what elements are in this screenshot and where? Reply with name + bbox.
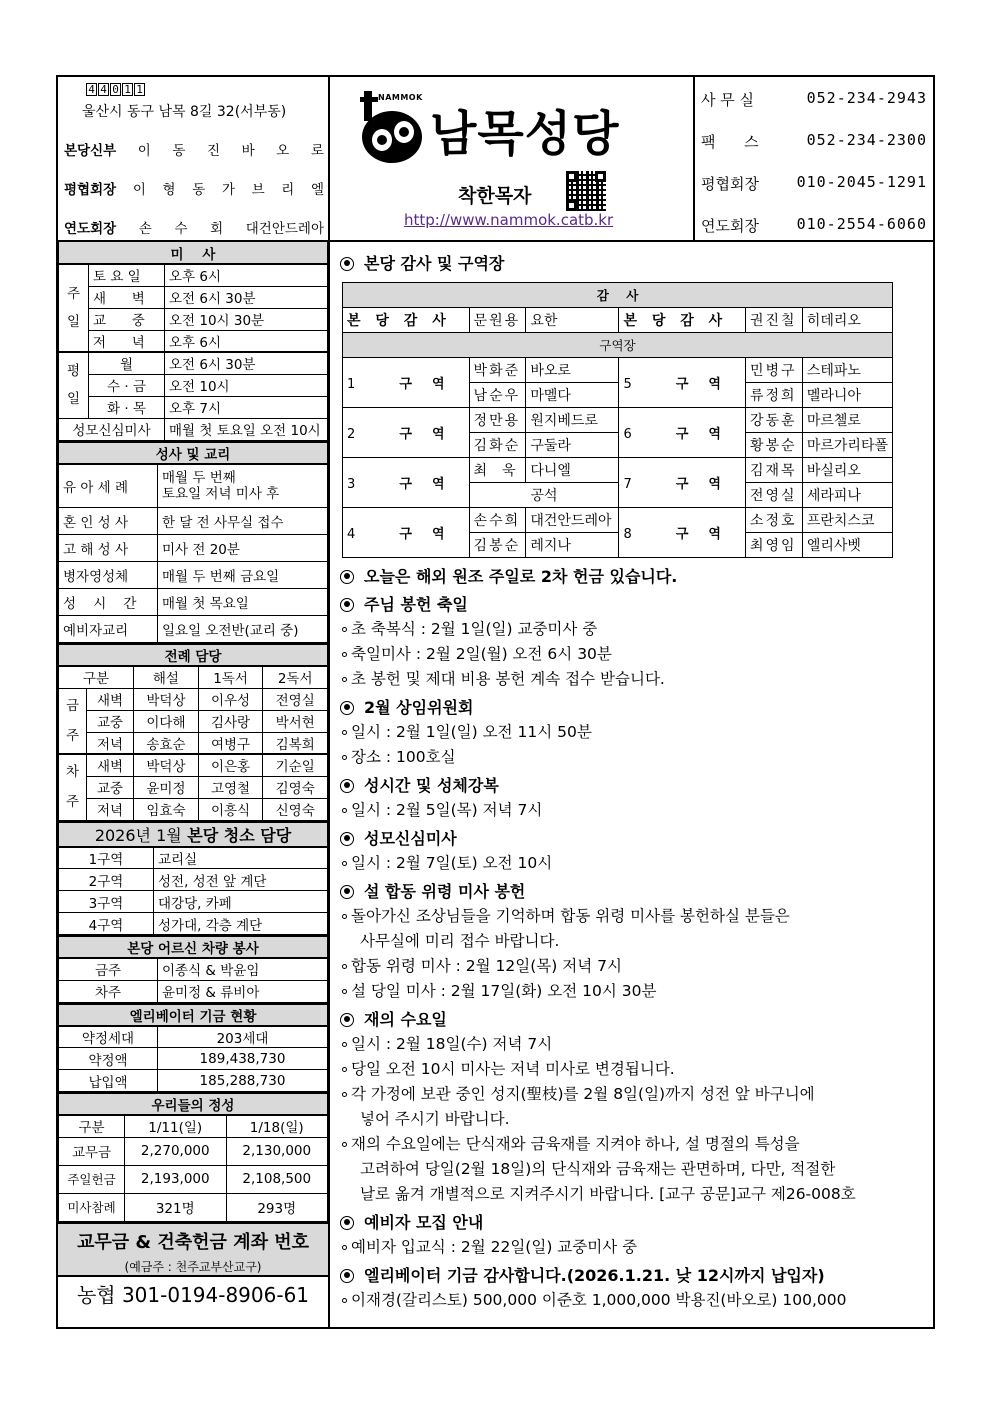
section-title: 미 사	[59, 242, 328, 264]
next-week-label: 차 주	[59, 754, 87, 820]
notice-item: 설 당일 미사 : 2월 17일(화) 오전 10시 30분	[330, 979, 933, 1004]
liturgy-cell: 저녁	[87, 732, 134, 754]
district-label: 3 구역	[343, 458, 470, 508]
section-title: 2026년 1월 본당 청소 담당	[59, 822, 328, 847]
circle-bullet-icon	[342, 652, 347, 657]
mass-day: 교 중	[89, 308, 165, 330]
liturgy-cell: 김복희	[263, 732, 328, 754]
circle-bullet-icon	[342, 1067, 347, 1072]
notice-item: 일시 : 2월 7일(토) 오전 10시	[330, 851, 933, 876]
circle-bullet-icon	[342, 1092, 347, 1097]
sacraments-table	[58, 441, 328, 644]
liturgy-cell: 고영철	[198, 776, 263, 798]
sacrament-value: 일요일 오전반(교리 중)	[158, 616, 328, 643]
circle-bullet-icon	[342, 989, 347, 994]
name-char: 이	[132, 182, 146, 198]
pastor-row	[64, 139, 324, 159]
liturgy-cell: 박덕상	[134, 688, 199, 710]
contact-label: 사 무 실	[701, 91, 755, 109]
column-header: 1/18(일)	[226, 1115, 328, 1137]
mass-time: 오후 6시	[165, 264, 328, 286]
notice-item: 돌아가신 조상님들을 기억하며 합동 위령 미사를 봉헌하실 분들은	[330, 904, 933, 929]
church-name: 남목성당	[430, 106, 620, 162]
liturgy-cell: 송효순	[134, 732, 199, 754]
circle-bullet-icon	[342, 627, 347, 632]
name-char: 로	[310, 143, 324, 159]
leader-name: 김재목	[746, 458, 803, 483]
name-char: 오	[276, 143, 290, 159]
sunday-label: 주 일	[59, 264, 89, 352]
mass-day: 새 벽	[89, 286, 165, 308]
notice-item: 장소 : 100호실	[330, 745, 933, 770]
website-link[interactable]: http://www.nammok.catb.kr	[404, 211, 614, 229]
sacrament-value: 미사 전 20분	[158, 535, 328, 562]
leader-baptismal: 프란치스코	[802, 508, 892, 533]
radio-bullet-icon	[340, 1013, 354, 1027]
name-char: 동	[192, 182, 206, 198]
leader-baptismal: 대건안드레아	[526, 508, 619, 533]
notice-item: 당일 오전 10시 미사는 저녁 미사로 변경됩니다.	[330, 1057, 933, 1082]
vacant-cell: 공석	[469, 483, 619, 508]
mass-time: 오전 6시 30분	[165, 286, 328, 308]
header-address-block	[58, 77, 330, 240]
liturgy-cell: 박서현	[263, 710, 328, 732]
contact-number: 052-234-2943	[806, 89, 927, 107]
sacrament-label: 병자영성체	[59, 562, 158, 589]
liturgy-cell: 여병구	[198, 732, 263, 754]
sacrament-label: 예비자교리	[59, 616, 158, 643]
liturgy-cell: 전영실	[263, 688, 328, 710]
account-number: 농협 301-0194-8906-61	[76, 1282, 310, 1307]
elevator-fund-table	[58, 1003, 328, 1093]
notice-title: 2월 상임위원회	[330, 695, 933, 720]
leader-baptismal: 마르첼로	[802, 408, 892, 433]
leader-name: 강동훈	[746, 408, 803, 433]
offering-value: 2,130,000	[226, 1137, 328, 1165]
notices	[330, 564, 933, 1313]
offering-value: 2,108,500	[226, 1165, 328, 1193]
notice-item: 재의 수요일에는 단식재와 금육재를 지켜야 하나, 설 명절의 특성을	[330, 1132, 933, 1157]
district-label: 7 구역	[619, 458, 746, 508]
zip-digit: 4	[98, 83, 109, 96]
account-holder: (예금주 : 천주교부산교구)	[124, 1259, 262, 1274]
sacrament-value: 매월 두 번째 금요일	[158, 562, 328, 589]
church-logo	[360, 87, 680, 167]
fund-value: 189,438,730	[158, 1048, 328, 1070]
logo-emblem-icon	[362, 111, 422, 163]
circle-bullet-icon	[342, 1042, 347, 1047]
notice-item: 각 가정에 보관 중인 성지(聖枝)를 2월 8일(일)까지 성전 앞 바구니에	[330, 1082, 933, 1107]
sacrament-label: 성 시 간	[59, 589, 158, 616]
volunteer-names: 이종식 & 박윤임	[158, 958, 328, 980]
zone-place: 대강당, 카페	[154, 891, 328, 913]
zone-label: 2구역	[59, 869, 154, 891]
name-char: 형	[162, 182, 176, 198]
district-label: 1 구역	[343, 358, 470, 408]
contact-label: 연도회장	[701, 217, 759, 235]
zip-digit: 4	[86, 83, 97, 96]
leader-name: 최영임	[746, 533, 803, 558]
offerings-table	[58, 1092, 328, 1222]
notice-item: 예비자 입교식 : 2월 22일(일) 교중미사 중	[330, 1235, 933, 1260]
notice-title: 재의 수요일	[330, 1007, 933, 1032]
notice-title: 엘리베이터 기금 감사합니다.(2026.1.21. 낮 12시까지 납입자)	[330, 1263, 933, 1288]
circle-bullet-icon	[342, 1245, 347, 1250]
leader-name: 남순우	[469, 383, 526, 408]
notice-title: 주님 봉헌 축일	[330, 592, 933, 617]
name-char: 회	[210, 221, 224, 237]
name-char: 수	[174, 221, 188, 237]
leader-name: 손수희	[469, 508, 526, 533]
qr-code-icon[interactable]	[566, 171, 606, 211]
notice-item-continued: 넣어 주시기 바랍니다.	[360, 1110, 510, 1128]
name-char: 리	[281, 182, 295, 198]
contact-number: 052-234-2300	[806, 131, 927, 149]
radio-bullet-icon	[340, 598, 354, 612]
liturgy-cell: 새벽	[87, 688, 134, 710]
zone-label: 3구역	[59, 891, 154, 913]
liturgy-cell: 교중	[87, 776, 134, 798]
column-header: 해설	[134, 666, 199, 688]
circle-bullet-icon	[342, 755, 347, 760]
vehicle-service-table	[58, 935, 328, 1003]
leader-name: 민병구	[746, 358, 803, 383]
left-column	[58, 242, 330, 1329]
zone-place: 교리실	[154, 847, 328, 869]
notice-item: 초 봉헌 및 제대 비용 봉헌 계속 접수 받습니다.	[330, 667, 933, 692]
name-char: 엘	[310, 182, 324, 198]
liturgy-cell: 신영숙	[263, 798, 328, 820]
liturgy-cell: 새벽	[87, 754, 134, 776]
auditor-name: 권진칠	[746, 308, 803, 333]
zip-digit: 1	[122, 83, 133, 96]
leader-baptismal: 바실리오	[802, 458, 892, 483]
section-title: 우리들의 정성	[59, 1093, 328, 1115]
liturgy-cell: 김영숙	[263, 776, 328, 798]
notice-item: 일시 : 2월 1일(일) 오전 11시 50분	[330, 720, 933, 745]
offering-label: 주일헌금	[59, 1165, 125, 1193]
mass-time: 오전 10시	[165, 374, 328, 396]
auditor-role: 본 당 감 사	[343, 308, 470, 333]
contact-number: 010-2045-1291	[796, 173, 927, 191]
column-header: 구분	[59, 1115, 125, 1137]
circle-bullet-icon	[342, 964, 347, 969]
volunteer-names: 윤미정 & 류비아	[158, 980, 328, 1002]
liturgy-cell: 기순일	[263, 754, 328, 776]
leader-name: 김화순	[469, 433, 526, 458]
sacrament-value: 매월 첫 목요일	[158, 589, 328, 616]
bulletin-page	[56, 75, 935, 1329]
offering-value: 321명	[125, 1193, 227, 1221]
leader-name: 전영실	[746, 483, 803, 508]
name-char: 바	[241, 143, 255, 159]
auditor-name: 문원용	[469, 308, 526, 333]
district-label: 5 구역	[619, 358, 746, 408]
radio-bullet-icon	[340, 1216, 354, 1230]
contact-council	[701, 173, 927, 194]
radio-bullet-icon	[340, 779, 354, 793]
mass-time: 오전 10시 30분	[165, 308, 328, 330]
contact-label: 팩 스	[701, 133, 759, 151]
leader-baptismal: 스테파노	[802, 358, 892, 383]
account-box	[58, 1222, 328, 1277]
this-week-label: 금 주	[59, 688, 87, 754]
marian-mass-label: 성모신심미사	[59, 418, 165, 440]
mass-time: 오후 6시	[165, 330, 328, 352]
liturgy-cell: 임효숙	[134, 798, 199, 820]
column-header: 1/11(일)	[125, 1115, 227, 1137]
liturgy-cell: 교중	[87, 710, 134, 732]
leader-name: 박화준	[469, 358, 526, 383]
right-column	[330, 242, 933, 1329]
section-title: 엘리베이터 기금 현황	[59, 1004, 328, 1026]
header	[58, 77, 933, 242]
mass-schedule-table	[58, 242, 328, 441]
leader-baptismal: 구둘라	[526, 433, 619, 458]
leader-baptismal: 다니엘	[526, 458, 619, 483]
name-char: 이	[137, 143, 151, 159]
leader-name: 소정호	[746, 508, 803, 533]
liturgy-cell: 김사랑	[198, 710, 263, 732]
liturgy-cell: 이은홍	[198, 754, 263, 776]
circle-bullet-icon	[342, 1142, 347, 1147]
liturgy-cell: 이흥식	[198, 798, 263, 820]
week-label: 금주	[59, 958, 158, 980]
sacrament-label: 유 아 세 례	[59, 464, 158, 508]
logo-wordmark: NAMMOK	[378, 93, 423, 102]
radio-bullet-icon	[340, 701, 354, 715]
district-label: 6 구역	[619, 408, 746, 458]
column-header: 구분	[59, 666, 134, 688]
district-label: 4 구역	[343, 508, 470, 558]
leader-baptismal: 멜라니아	[802, 383, 892, 408]
circle-bullet-icon	[342, 677, 347, 682]
motto: 착한목자	[458, 185, 532, 207]
zip-code	[86, 83, 146, 96]
mass-day: 수 · 금	[89, 374, 165, 396]
baptismal-name: 대건안드레아	[245, 221, 324, 237]
section-title: 전례 담당	[59, 644, 328, 666]
weekday-label: 평 일	[59, 352, 89, 418]
sacrament-value: 매월 두 번째 토요일 저녁 미사 후	[158, 464, 328, 508]
fund-label: 약정액	[59, 1048, 158, 1070]
auditor-baptismal: 히데리오	[802, 308, 892, 333]
marian-mass-time: 매월 첫 토요일 오전 10시	[165, 418, 328, 440]
sacrament-value: 한 달 전 사무실 접수	[158, 508, 328, 535]
leader-name: 류정희	[746, 383, 803, 408]
offering-label: 미사참례	[59, 1193, 125, 1221]
notice-item-continued: 고려하여 당일(2월 18일)의 단식재와 금육재는 관면하며, 다만, 적절한	[360, 1160, 836, 1178]
liturgy-cell: 이우성	[198, 688, 263, 710]
name-char: 진	[207, 143, 221, 159]
leader-name: 최 욱	[469, 458, 526, 483]
name-char: 가	[221, 182, 235, 198]
notice-item: 합동 위령 미사 : 2월 12일(목) 저녁 7시	[330, 954, 933, 979]
zone-place: 성가대, 각층 계단	[154, 913, 328, 935]
account-title: 교무금 & 건축헌금 계좌 번호	[76, 1231, 310, 1253]
radio-bullet-icon	[340, 885, 354, 899]
name-char: 손	[138, 221, 152, 237]
liturgy-cell: 박덕상	[134, 754, 199, 776]
leader-baptismal: 레지나	[526, 533, 619, 558]
section-title: 성사 및 교리	[59, 442, 328, 464]
mass-time: 오전 6시 30분	[165, 352, 328, 374]
auditor-baptismal: 요한	[526, 308, 619, 333]
circle-bullet-icon	[342, 808, 347, 813]
leader-baptismal: 바오로	[526, 358, 619, 383]
notice-title: 설 합동 위령 미사 봉헌	[330, 879, 933, 904]
name-char: 동	[172, 143, 186, 159]
notice-item: 축일미사 : 2월 2일(월) 오전 6시 30분	[330, 642, 933, 667]
notice-title: 예비자 모집 안내	[330, 1210, 933, 1235]
memorial-president-row	[64, 217, 324, 237]
leader-name: 황봉순	[746, 433, 803, 458]
leader-baptismal: 마멜다	[526, 383, 619, 408]
leader-baptismal: 세라피나	[802, 483, 892, 508]
header-logo-block	[330, 77, 695, 240]
notice-item: 일시 : 2월 5일(목) 저녁 7시	[330, 798, 933, 823]
address: 울산시 동구 남목 8길 32(서부동)	[82, 104, 287, 120]
mass-day: 토 요 일	[89, 264, 165, 286]
liturgy-table	[58, 643, 328, 821]
circle-bullet-icon	[342, 861, 347, 866]
offering-label: 교무금	[59, 1137, 125, 1165]
circle-bullet-icon	[342, 1298, 347, 1303]
pastor-label: 본당신부	[64, 143, 117, 159]
liturgy-cell: 윤미정	[134, 776, 199, 798]
zone-label: 4구역	[59, 913, 154, 935]
mass-day: 월	[89, 352, 165, 374]
contact-memorial	[701, 215, 927, 236]
fund-value: 185,288,730	[158, 1070, 328, 1092]
radio-bullet-icon	[340, 257, 354, 271]
offering-value: 2,193,000	[125, 1165, 227, 1193]
auditor-header: 감 사	[343, 283, 893, 308]
mass-time: 오후 7시	[165, 396, 328, 418]
leader-name: 김봉순	[469, 533, 526, 558]
liturgy-cell: 저녁	[87, 798, 134, 820]
fund-label: 약정세대	[59, 1026, 158, 1048]
memorial-president-label: 연도회장	[64, 221, 117, 237]
section-title: 본당 어르신 차량 봉사	[59, 936, 328, 958]
contact-fax	[701, 131, 927, 152]
leader-baptismal: 마르가리타폴	[802, 433, 892, 458]
notice-item: 일시 : 2월 18일(수) 저녁 7시	[330, 1032, 933, 1057]
cross-bar-icon	[360, 97, 378, 102]
name-char: 브	[251, 182, 265, 198]
contact-office	[701, 89, 927, 110]
notice-item: 초 축복식 : 2월 1일(일) 교중미사 중	[330, 617, 933, 642]
liturgy-cell: 이다해	[134, 710, 199, 732]
radio-bullet-icon	[340, 832, 354, 846]
auditor-role: 본 당 감 사	[619, 308, 746, 333]
notice-title: 오늘은 해외 원조 주일로 2차 헌금 있습니다.	[330, 564, 933, 589]
council-president-row	[64, 178, 324, 198]
radio-bullet-icon	[340, 570, 354, 584]
column-header: 1독서	[198, 666, 263, 688]
header-contacts	[695, 77, 933, 240]
contact-label: 평협회장	[701, 175, 759, 193]
fund-value: 203세대	[158, 1026, 328, 1048]
zip-digit: 0	[110, 83, 121, 96]
notice-item-continued: 사무실에 미리 접수 바랍니다.	[360, 932, 560, 950]
zone-label: 1구역	[59, 847, 154, 869]
circle-bullet-icon	[342, 914, 347, 919]
officers-table	[342, 282, 893, 558]
leader-baptismal: 원지베드로	[526, 408, 619, 433]
zip-digit: 1	[134, 83, 145, 96]
district-label: 2 구역	[343, 408, 470, 458]
district-label: 8 구역	[619, 508, 746, 558]
contact-number: 010-2554-6060	[796, 215, 927, 233]
leader-name: 정만용	[469, 408, 526, 433]
radio-bullet-icon	[340, 1269, 354, 1283]
council-president-label: 평협회장	[64, 182, 117, 198]
mass-day: 저 녁	[89, 330, 165, 352]
circle-bullet-icon	[342, 730, 347, 735]
district-header: 구역장	[343, 333, 893, 358]
offering-value: 2,270,000	[125, 1137, 227, 1165]
zone-place: 성전, 성전 앞 계단	[154, 869, 328, 891]
week-label: 차주	[59, 980, 158, 1002]
officers-section-title: 본당 감사 및 구역장	[330, 251, 933, 276]
sacrament-label: 혼 인 성 사	[59, 508, 158, 535]
leader-baptismal: 엘리사벳	[802, 533, 892, 558]
cleaning-table	[58, 821, 328, 936]
notice-title: 성시간 및 성체강복	[330, 773, 933, 798]
column-header: 2독서	[263, 666, 328, 688]
notice-item-continued: 날로 옮겨 개별적으로 지켜주시기 바랍니다. [교구 공문]교구 제26-008호	[360, 1185, 856, 1203]
mass-day: 화 · 목	[89, 396, 165, 418]
sacrament-label: 고 해 성 사	[59, 535, 158, 562]
cross-icon	[364, 91, 372, 121]
notice-item: 이재경(갈리스토) 500,000 이준호 1,000,000 박용진(바오로) 100,000	[330, 1288, 933, 1313]
notice-title: 성모신심미사	[330, 826, 933, 851]
fund-label: 납입액	[59, 1070, 158, 1092]
offering-value: 293명	[226, 1193, 328, 1221]
